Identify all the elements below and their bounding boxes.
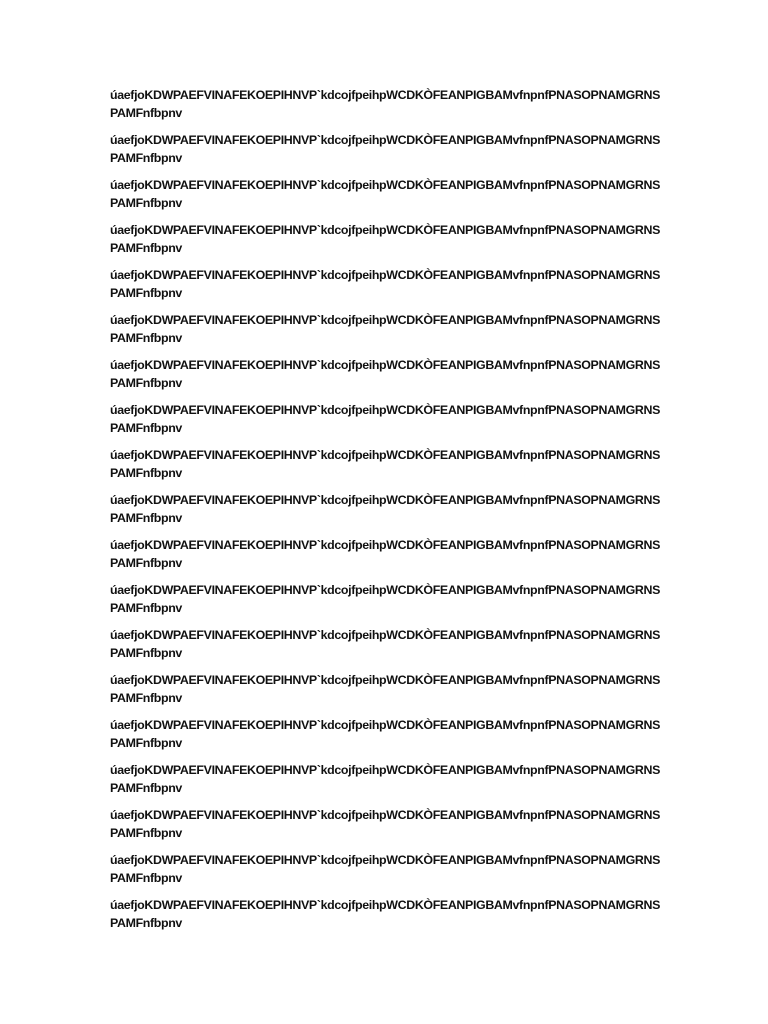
paragraph-line: PAMFnfbpnv	[110, 196, 182, 210]
paragraph	[110, 761, 670, 806]
paragraph-line: PAMFnfbpnv	[110, 736, 182, 750]
paragraph-line: PAMFnfbpnv	[110, 376, 182, 390]
paragraph-line: úaefjoKDWPAEFVINAFEKOEPIHNVP`kdcojfpeihpWCDKÒFEANPIGBAMvfnpnfPNASOPNAMGRNS	[110, 448, 661, 462]
paragraph-line: PAMFnfbpnv	[110, 286, 182, 300]
paragraph	[110, 446, 670, 491]
paragraph-line: PAMFnfbpnv	[110, 421, 182, 435]
paragraph-line: úaefjoKDWPAEFVINAFEKOEPIHNVP`kdcojfpeihpWCDKÒFEANPIGBAMvfnpnfPNASOPNAMGRNS	[110, 313, 661, 327]
paragraph-line: úaefjoKDWPAEFVINAFEKOEPIHNVP`kdcojfpeihpWCDKÒFEANPIGBAMvfnpnfPNASOPNAMGRNS	[110, 178, 661, 192]
paragraph-line: úaefjoKDWPAEFVINAFEKOEPIHNVP`kdcojfpeihpWCDKÒFEANPIGBAMvfnpnfPNASOPNAMGRNS	[110, 673, 661, 687]
paragraph-line: úaefjoKDWPAEFVINAFEKOEPIHNVP`kdcojfpeihpWCDKÒFEANPIGBAMvfnpnfPNASOPNAMGRNS	[110, 538, 661, 552]
paragraph-line: PAMFnfbpnv	[110, 241, 182, 255]
paragraph	[110, 491, 670, 536]
paragraph-line: PAMFnfbpnv	[110, 511, 182, 525]
paragraph-line: PAMFnfbpnv	[110, 826, 182, 840]
paragraph-line: úaefjoKDWPAEFVINAFEKOEPIHNVP`kdcojfpeihpWCDKÒFEANPIGBAMvfnpnfPNASOPNAMGRNS	[110, 763, 661, 777]
paragraph	[110, 851, 670, 896]
paragraph	[110, 356, 670, 401]
paragraph	[110, 221, 670, 266]
paragraph-line: PAMFnfbpnv	[110, 916, 182, 930]
paragraph-line: úaefjoKDWPAEFVINAFEKOEPIHNVP`kdcojfpeihpWCDKÒFEANPIGBAMvfnpnfPNASOPNAMGRNS	[110, 403, 661, 417]
paragraph	[110, 896, 670, 941]
paragraph-line: úaefjoKDWPAEFVINAFEKOEPIHNVP`kdcojfpeihpWCDKÒFEANPIGBAMvfnpnfPNASOPNAMGRNS	[110, 898, 661, 912]
paragraph-line: PAMFnfbpnv	[110, 466, 182, 480]
paragraph-line: úaefjoKDWPAEFVINAFEKOEPIHNVP`kdcojfpeihpWCDKÒFEANPIGBAMvfnpnfPNASOPNAMGRNS	[110, 853, 661, 867]
paragraph-line: úaefjoKDWPAEFVINAFEKOEPIHNVP`kdcojfpeihpWCDKÒFEANPIGBAMvfnpnfPNASOPNAMGRNS	[110, 718, 661, 732]
paragraph	[110, 176, 670, 221]
paragraph	[110, 626, 670, 671]
paragraph-line: úaefjoKDWPAEFVINAFEKOEPIHNVP`kdcojfpeihpWCDKÒFEANPIGBAMvfnpnfPNASOPNAMGRNS	[110, 628, 661, 642]
paragraph-line: PAMFnfbpnv	[110, 781, 182, 795]
paragraph-line: PAMFnfbpnv	[110, 871, 182, 885]
paragraph	[110, 266, 670, 311]
paragraph-line: PAMFnfbpnv	[110, 106, 182, 120]
paragraph	[110, 311, 670, 356]
paragraph	[110, 131, 670, 176]
paragraph	[110, 401, 670, 446]
paragraph-line: PAMFnfbpnv	[110, 601, 182, 615]
paragraph-line: PAMFnfbpnv	[110, 556, 182, 570]
paragraph-line: úaefjoKDWPAEFVINAFEKOEPIHNVP`kdcojfpeihpWCDKÒFEANPIGBAMvfnpnfPNASOPNAMGRNS	[110, 493, 661, 507]
paragraph-line: úaefjoKDWPAEFVINAFEKOEPIHNVP`kdcojfpeihpWCDKÒFEANPIGBAMvfnpnfPNASOPNAMGRNS	[110, 583, 661, 597]
paragraph-line: úaefjoKDWPAEFVINAFEKOEPIHNVP`kdcojfpeihpWCDKÒFEANPIGBAMvfnpnfPNASOPNAMGRNS	[110, 88, 661, 102]
paragraph	[110, 716, 670, 761]
paragraph-line: úaefjoKDWPAEFVINAFEKOEPIHNVP`kdcojfpeihpWCDKÒFEANPIGBAMvfnpnfPNASOPNAMGRNS	[110, 358, 661, 372]
paragraph-line: úaefjoKDWPAEFVINAFEKOEPIHNVP`kdcojfpeihpWCDKÒFEANPIGBAMvfnpnfPNASOPNAMGRNS	[110, 268, 661, 282]
document-body	[110, 86, 670, 941]
paragraph-line: PAMFnfbpnv	[110, 331, 182, 345]
paragraph	[110, 86, 670, 131]
paragraph	[110, 536, 670, 581]
paragraph	[110, 671, 670, 716]
paragraph-line: úaefjoKDWPAEFVINAFEKOEPIHNVP`kdcojfpeihpWCDKÒFEANPIGBAMvfnpnfPNASOPNAMGRNS	[110, 808, 661, 822]
paragraph	[110, 581, 670, 626]
paragraph-line: PAMFnfbpnv	[110, 151, 182, 165]
paragraph	[110, 806, 670, 851]
paragraph-line: úaefjoKDWPAEFVINAFEKOEPIHNVP`kdcojfpeihpWCDKÒFEANPIGBAMvfnpnfPNASOPNAMGRNS	[110, 223, 661, 237]
paragraph-line: PAMFnfbpnv	[110, 646, 182, 660]
paragraph-line: úaefjoKDWPAEFVINAFEKOEPIHNVP`kdcojfpeihpWCDKÒFEANPIGBAMvfnpnfPNASOPNAMGRNS	[110, 133, 661, 147]
paragraph-line: PAMFnfbpnv	[110, 691, 182, 705]
